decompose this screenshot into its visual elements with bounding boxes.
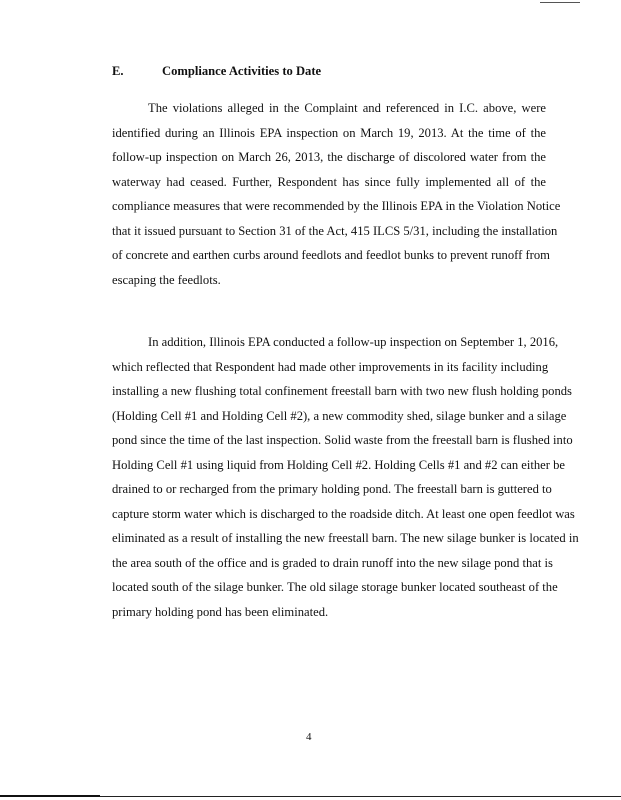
paragraph-line: primary holding pond has been eliminated. xyxy=(112,604,329,619)
scan-edge-mark xyxy=(0,795,100,797)
scan-edge-mark xyxy=(540,2,580,3)
paragraph-line: (Holding Cell #1 and Holding Cell #2), a new commodity shed, silage bunker and a silage xyxy=(112,408,567,423)
paragraph-line: identified during an Illinois EPA inspection on March 19, 2013. At the time of the xyxy=(112,125,546,140)
paragraph-line: escaping the feedlots. xyxy=(112,272,221,287)
paragraph-line: capture storm water which is discharged to the roadside ditch. At least one open feedlot was xyxy=(112,506,575,521)
page-number: 4 xyxy=(306,731,312,743)
paragraph-line: the area south of the office and is graded to drain runoff into the new silage pond that is xyxy=(112,555,553,570)
paragraph-line: Holding Cell #1 using liquid from Holding Cell #2. Holding Cells #1 and #2 can either be xyxy=(112,457,565,472)
paragraph-line: which reflected that Respondent had made other improvements in its facility including xyxy=(112,359,549,374)
paragraph-line: eliminated as a result of installing the new freestall barn. The new silage bunker is located in xyxy=(112,531,579,545)
paragraph-line: drained to or recharged from the primary holding pond. The freestall barn is guttered to xyxy=(112,482,552,496)
paragraph-line: compliance measures that were recommended by the Illinois EPA in the Violation Notice xyxy=(112,199,561,213)
paragraph-line: waterway had ceased. Further, Respondent has since fully implemented all of the xyxy=(112,174,546,189)
paragraph-line: The violations alleged in the Complaint and referenced in I.C. above, were xyxy=(148,101,546,115)
scan-edge-line xyxy=(100,796,621,797)
paragraph-line: that it issued pursuant to Section 31 of the Act, 415 ILCS 5/31, including the installation xyxy=(112,223,558,238)
paragraph-line: of concrete and earthen curbs around feedlots and feedlot bunks to prevent runoff from xyxy=(112,248,550,262)
section-letter: E. xyxy=(112,64,124,78)
paragraph-line: installing a new flushing total confinement freestall barn with two new flush holding ponds xyxy=(112,384,572,398)
paragraph-line: In addition, Illinois EPA conducted a follow-up inspection on September 1, 2016, xyxy=(148,335,559,349)
paragraph-line: located south of the silage bunker. The old silage storage bunker located southeast of the xyxy=(112,580,558,594)
paragraph-line: follow-up inspection on March 26, 2013, the discharge of discolored water from the xyxy=(112,150,546,164)
paragraph-line: pond since the time of the last inspection. Solid waste from the freestall barn is flushed into xyxy=(112,433,573,447)
section-title: Compliance Activities to Date xyxy=(162,64,322,78)
